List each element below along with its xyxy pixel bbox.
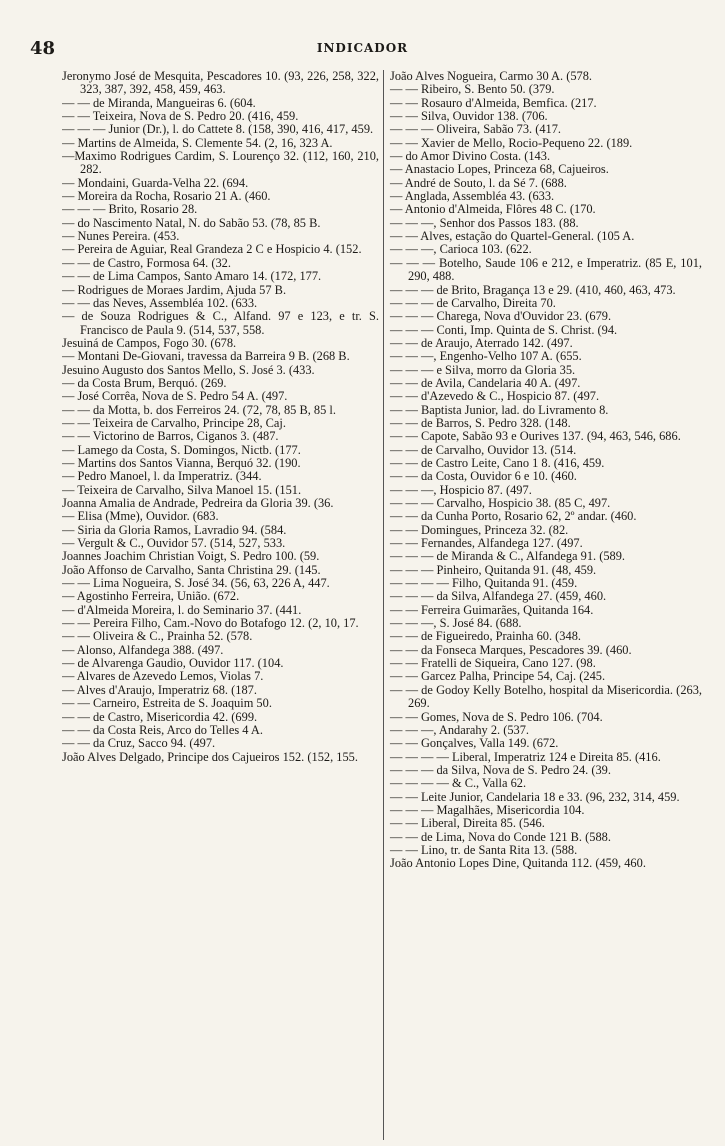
directory-entry: — — de Miranda, Mangueiras 6. (604. (62, 95, 256, 110)
directory-entry: — — Gomes, Nova de S. Pedro 106. (704. (390, 709, 603, 724)
directory-entry: — — de Carvalho, Ouvidor 13. (514. (390, 442, 577, 457)
directory-entry: — — — da Silva, Nova de S. Pedro 24. (39. (390, 762, 611, 777)
directory-entry: — — de Araujo, Aterrado 142. (497. (390, 335, 573, 350)
directory-entry: — — Garcez Palha, Principe 54, Caj. (245. (390, 669, 606, 684)
directory-entry: — — — Pinheiro, Quitanda 91. (48, 459. (390, 562, 597, 577)
directory-entry: — — Capote, Sabão 93 e Ourives 137. (94, 463, 546, 686. (390, 429, 681, 444)
directory-entry: Jeronymo José de Mesquita, Pescadores 10. (93, 226, 258, 322, 323, 387, 392, 458, 459, 463. (62, 70, 379, 97)
directory-entry: — — — Oliveira, Sabão 73. (417. (390, 122, 562, 137)
directory-columns (62, 70, 702, 1140)
directory-entry: João Antonio Lopes Dine, Quitanda 112. (459, 460. (390, 856, 646, 871)
directory-entry: — — Ribeiro, S. Bento 50. (379. (390, 82, 555, 97)
directory-entry: — Mondaini, Guarda-Velha 22. (694. (62, 175, 249, 190)
directory-entry: — — Fernandes, Alfandega 127. (497. (390, 536, 583, 551)
directory-entry: — Anastacio Lopes, Princeza 68, Cajueiros. (390, 162, 609, 177)
directory-entry: — — de Figueiredo, Prainha 60. (348. (390, 629, 581, 644)
directory-entry: — — — — & C., Valla 62. (390, 776, 527, 791)
directory-entry: — — Liberal, Direita 85. (546. (390, 816, 545, 831)
directory-entry: — Alonso, Alfandega 388. (497. (62, 642, 224, 657)
directory-entry: — — da Motta, b. dos Ferreiros 24. (72, 78, 85 B, 85 l. (62, 402, 336, 417)
directory-entry: — — Xavier de Mello, Rocio-Pequeno 22. (189. (390, 135, 633, 150)
directory-entry: — — —, Carioca 103. (622. (390, 242, 532, 257)
directory-entry: — Pereira de Aguiar, Real Grandeza 2 C e Hospicio 4. (152. (62, 242, 362, 257)
directory-entry: — Vergult & C., Ouvidor 57. (514, 527, 533. (62, 536, 286, 551)
directory-entry: — Martins de Almeida, S. Clemente 54. (2, 16, 323 A. (62, 135, 333, 150)
directory-entry: — — — de Miranda & C., Alfandega 91. (589. (390, 549, 626, 564)
directory-entry: — — Alves, estação do Quartel-General. (105 A. (390, 229, 635, 244)
directory-entry: — Rodrigues de Moraes Jardim, Ajuda 57 B. (62, 282, 287, 297)
directory-entry: — — Gonçalves, Valla 149. (672. (390, 736, 559, 751)
directory-entry: — — Leite Junior, Candelaria 18 e 33. (96, 232, 314, 459. (390, 789, 680, 804)
directory-entry: — de Souza Rodrigues & C., Alfand. 97 e 123, e tr. S. Francisco de Paula 9. (514, 537, 558. (62, 309, 379, 337)
page-number: 48 (30, 38, 56, 59)
directory-entry: — — — de Brito, Bragança 13 e 29. (410, 460, 463, 473. (390, 282, 676, 297)
directory-entry: — — Baptista Junior, lad. do Livramento 8. (390, 402, 609, 417)
directory-entry: — Lamego da Costa, S. Domingos, Nictb. (177. (62, 442, 301, 457)
directory-entry: — — Pereira Filho, Cam.-Novo do Botafogo 12. (2, 10, 17. (62, 616, 359, 631)
directory-entry: — — —, Senhor dos Passos 183. (88. (390, 215, 579, 230)
directory-entry: — — da Costa, Ouvidor 6 e 10. (460. (390, 469, 577, 484)
directory-entry: — — de Castro, Formosa 64. (32. (62, 255, 231, 270)
directory-entry: — Montani De-Giovani, travessa da Barreira 9 B. (268 B. (62, 349, 350, 364)
directory-entry: — — —, Hospicio 87. (497. (390, 482, 532, 497)
directory-entry: — — — Conti, Imp. Quinta de S. Christ. (94. (390, 322, 618, 337)
directory-entry: João Alves Nogueira, Carmo 30 A. (578. (390, 70, 593, 83)
directory-entry: — — — Charega, Nova d'Ouvidor 23. (679. (390, 309, 612, 324)
directory-entry: — Agostinho Ferreira, União. (672. (62, 589, 240, 604)
right-column (384, 70, 702, 1140)
directory-entry: — — —, Andarahy 2. (537. (390, 722, 530, 737)
directory-entry: Jesuiná de Campos, Fogo 30. (678. (62, 335, 237, 350)
directory-entry: — — —, Engenho-Velho 107 A. (655. (390, 349, 582, 364)
directory-entry: —Maximo Rodrigues Cardim, S. Lourenço 32. (112, 160, 210, 282. (62, 149, 379, 177)
directory-entry: — — de Avila, Candelaria 40 A. (497. (390, 375, 581, 390)
directory-entry: Jesuino Augusto dos Santos Mello, S. José 3. (433. (62, 362, 315, 377)
directory-entry: — — de Castro Leite, Cano 1 8. (416, 459. (390, 455, 605, 470)
directory-entry: — Alvares de Azevedo Lemos, Violas 7. (62, 669, 264, 684)
directory-entry: — — Lima Nogueira, S. José 34. (56, 63, 226 A, 447. (62, 576, 330, 591)
directory-entry: — — da Cruz, Sacco 94. (497. (62, 736, 216, 751)
directory-entry: — — — — Liberal, Imperatriz 124 e Direita 85. (416. (390, 749, 661, 764)
directory-entry: — — de Lima Campos, Santo Amaro 14. (172, 177. (62, 269, 322, 284)
directory-entry: — — — e Silva, morro da Gloria 35. (390, 362, 576, 377)
directory-entry: — — — Junior (Dr.), l. do Cattete 8. (158, 390, 416, 417, 459. (62, 122, 374, 137)
page-header (30, 38, 695, 62)
directory-entry: — — da Costa Reis, Arco do Telles 4 A. (62, 722, 263, 737)
directory-entry: — — de Lima, Nova do Conde 121 B. (588. (390, 829, 611, 844)
directory-entry: — — d'Azevedo & C., Hospicio 87. (497. (390, 389, 600, 404)
directory-entry: — — — de Carvalho, Direita 70. (390, 295, 556, 310)
directory-entry: — Nunes Pereira. (453. (62, 229, 180, 244)
directory-entry: — — Ferreira Guimarães, Quitanda 164. (390, 602, 594, 617)
directory-entry: — — Carneiro, Estreita de S. Joaquim 50. (62, 696, 272, 711)
directory-entry: — Alves d'Araujo, Imperatriz 68. (187. (62, 682, 257, 697)
directory-entry: — do Nascimento Natal, N. do Sabão 53. (78, 85 B. (62, 215, 321, 230)
directory-entry: João Alves Delgado, Principe dos Cajueiros 152. (152, 155. (62, 749, 358, 764)
directory-entry: — — Silva, Ouvidor 138. (706. (390, 109, 548, 124)
directory-entry: — — — Magalhães, Misericordia 104. (390, 802, 585, 817)
directory-entry: — — Lino, tr. de Santa Rita 13. (588. (390, 842, 578, 857)
directory-entry: — — —, S. José 84. (688. (390, 616, 522, 631)
directory-entry: — Antonio d'Almeida, Flôres 48 C. (170. (390, 202, 596, 217)
directory-entry: — — da Fonseca Marques, Pescadores 39. (460. (390, 642, 632, 657)
directory-entry: — — de Godoy Kelly Botelho, hospital da Misericordia. (263, 269. (390, 682, 702, 711)
directory-entry: — — da Cunha Porto, Rosario 62, 2º andar. (460. (390, 509, 637, 524)
directory-entry: — — das Neves, Assembléa 102. (633. (62, 295, 258, 310)
directory-entry: — Pedro Manoel, l. da Imperatriz. (344. (62, 469, 262, 484)
directory-entry: — — — da Silva, Alfandega 27. (459, 460. (390, 589, 607, 604)
directory-entry: — de Alvarenga Gaudio, Ouvidor 117. (104. (62, 656, 284, 671)
directory-entry: — — Rosauro d'Almeida, Bemfica. (217. (390, 95, 597, 110)
directory-entry: — Anglada, Assembléa 43. (633. (390, 189, 555, 204)
directory-entry: — — — Botelho, Saude 106 e 212, e Imperatriz. (85 E, 101, 290, 488. (390, 255, 702, 284)
directory-entry: — André de Souto, l. da Sé 7. (688. (390, 175, 567, 190)
directory-entry: Joanna Amalia de Andrade, Pedreira da Gloria 39. (36. (62, 496, 334, 510)
left-column (62, 70, 384, 1140)
directory-entry: — do Amor Divino Costa. (143. (390, 149, 551, 164)
directory-entry: — Teixeira de Carvalho, Silva Manoel 15. (151. (62, 482, 302, 497)
directory-entry: — Elisa (Mme), Ouvidor. (683. (62, 509, 219, 524)
directory-entry: — — de Barros, S. Pedro 328. (148. (390, 415, 571, 430)
directory-entry: — — Teixeira de Carvalho, Principe 28, Caj. (62, 415, 286, 430)
directory-entry: Joannes Joachim Christian Voigt, S. Pedro 100. (59. (62, 549, 320, 564)
directory-entry: — — — Brito, Rosario 28. (62, 202, 198, 217)
directory-entry: — — Teixeira, Nova de S. Pedro 20. (416, 459. (62, 109, 299, 124)
directory-entry: — — Domingues, Princeza 32. (82. (390, 522, 569, 537)
directory-entry: João Affonso de Carvalho, Santa Christina 29. (145. (62, 562, 321, 577)
directory-entry: — — Oliveira & C., Prainha 52. (578. (62, 629, 253, 644)
directory-entry: — — Victorino de Barros, Ciganos 3. (487. (62, 429, 279, 444)
directory-entry: — José Corrêa, Nova de S. Pedro 54 A. (497. (62, 389, 288, 404)
directory-entry: — Moreira da Rocha, Rosario 21 A. (460. (62, 189, 271, 204)
directory-entry: — — — Carvalho, Hospicio 38. (85 C, 497. (390, 496, 611, 510)
directory-entry: — Martins dos Santos Vianna, Berquó 32. (190. (62, 455, 301, 470)
directory-entry: — da Costa Brum, Berquó. (269. (62, 375, 227, 390)
directory-entry: — — — — Filho, Quitanda 91. (459. (390, 576, 578, 591)
directory-entry: — d'Almeida Moreira, l. do Seminario 37. (441. (62, 602, 302, 617)
running-title: INDICADOR (316, 41, 409, 55)
directory-entry: — — Fratelli de Siqueira, Cano 127. (98. (390, 656, 596, 671)
directory-entry: — Siria da Gloria Ramos, Lavradio 94. (584. (62, 522, 287, 537)
directory-entry: — — de Castro, Misericordia 42. (699. (62, 709, 258, 724)
